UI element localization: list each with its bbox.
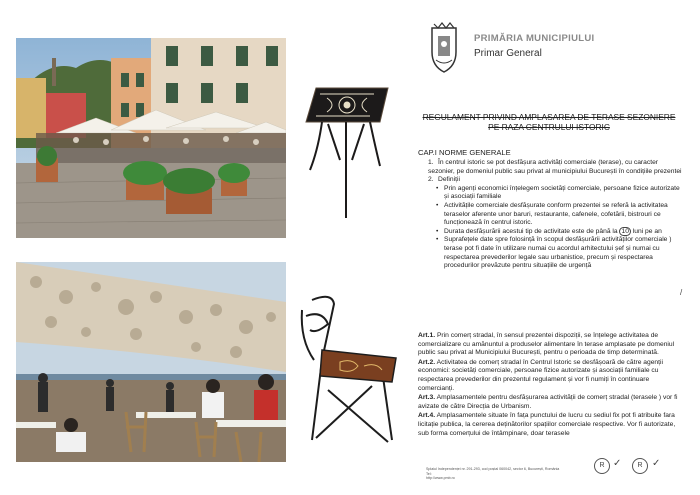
circled-duration-value: 10: [621, 227, 629, 235]
item-1-text: În centrul istoric se pot desfășura activități comerciale (terase), cu caracter sezonier, pe domeniul public sau privat al municipiului București în condițiile prezentei: [428, 159, 682, 175]
bucharest-coat-of-arms-icon: [426, 22, 462, 74]
articles-section: [418, 332, 686, 439]
document-footer: [426, 467, 586, 481]
article-label: Art.4.: [418, 412, 436, 420]
registered-stamp-icon: R: [594, 458, 610, 474]
list-item: • Activitățile comerciale desfășurate conform prezentei se referă la activitatea teraselor aferente unor baruri, restaurante, cafenele, cofetării, bistrouri ce funcționează în centrul istoric.: [418, 202, 686, 228]
item-2-number: 2.: [428, 176, 434, 184]
footer-phone: Tel:: [426, 471, 432, 476]
list-item: • Suprafețele date spre folosință în scopul desfășurării activităților comerciale ) terase pot fi date în utilizare numai cu acordul arhitectului șef și numai cu respectarea prevederilor legale sau urbanistice, precum și respectarea procedurilor prevăzute pentru situațiile de urgență: [418, 236, 686, 270]
article-label: Art.3.: [418, 394, 436, 402]
footer-address: Splaiul Independenței nr. 291-293, cod poștal 060042, sector 6, București, România: [426, 467, 560, 471]
article-text: Amplasamentele pentru desfășurarea activității de comerț stradal (terasele ) vor fi avizate de către Direcția de Urbanism.: [418, 394, 678, 410]
article-label: Art.2.: [418, 358, 436, 366]
margin-mark: /: [680, 288, 683, 297]
article-text: Amplasamentele situate în fața punctului de lucru cu sediul fix pot fi atribuite fara licitație publica, la cererea deținătorilor spațiilor comerciale respective. Vor fi autorizate, sub forma comerțului de întâmpinare, doar terasele: [418, 412, 676, 437]
title-line-2: PE RAZA CENTRULUI ISTORIC: [488, 122, 610, 132]
item-1-number: 1.: [428, 159, 434, 166]
wrought-iron-table-photo: [300, 80, 392, 220]
mayor-general-subtitle: Primar General: [474, 48, 542, 59]
regulation-document: [408, 18, 690, 488]
wrought-iron-chair-photo: [292, 290, 404, 450]
article-text: Prin comerț stradal, în sensul prezentei dispoziții, se înțelege activitatea de comercializare cu amănuntul a produselor alimentare în terase amplasate pe domeniul public sau privat al Municipiului București, pentru o perioada de timp determinată.: [418, 332, 675, 357]
chapter-heading: CAP.I NORME GENERALE: [418, 148, 511, 157]
general-norms-section: [418, 159, 686, 271]
item-1: [418, 159, 686, 176]
duration-text-end: luni pe an: [632, 227, 662, 235]
item-2-text: Definiții: [438, 176, 460, 184]
check-mark-icon: ✓: [652, 458, 661, 469]
article-text: Activitatea de comerț stradal în Centrul Istoric se desfășoară de către agenții economici: societăți comerciale, persoane fizice autorizate și asociații familiale cu respectarea prevederilor din prezentul regulament și vor fi numiți în continuare comercianți.: [418, 358, 663, 392]
list-item: [418, 228, 686, 237]
item-2: [418, 176, 686, 185]
article: [418, 332, 686, 358]
list-item: • Prin agenți economici înțelegem societăți comerciale, persoane fizice autorizate și asociații familiale: [418, 185, 686, 202]
camouflage-canopy-terrace-photo: [16, 262, 286, 462]
harbor-cafe-terrace-photo: [16, 38, 286, 238]
regulation-title: [408, 112, 690, 132]
institution-name: PRIMĂRIA MUNICIPIULUI: [474, 33, 595, 44]
article-label: Art.1.: [418, 332, 436, 339]
duration-text-start: Durata desfășurării acestui tip de activitate este de până la: [444, 227, 618, 235]
article: [418, 412, 686, 438]
title-line-1: REGULAMENT PRIVIND AMPLASAREA DE TERASE SEZONIERE: [422, 112, 676, 122]
check-mark-icon: ✓: [613, 458, 622, 469]
article: [418, 359, 686, 393]
registered-stamp-icon: R: [632, 458, 648, 474]
footer-website: http://www.pmb.ro: [426, 476, 455, 481]
article: [418, 394, 686, 411]
definitions-list: [418, 185, 686, 271]
